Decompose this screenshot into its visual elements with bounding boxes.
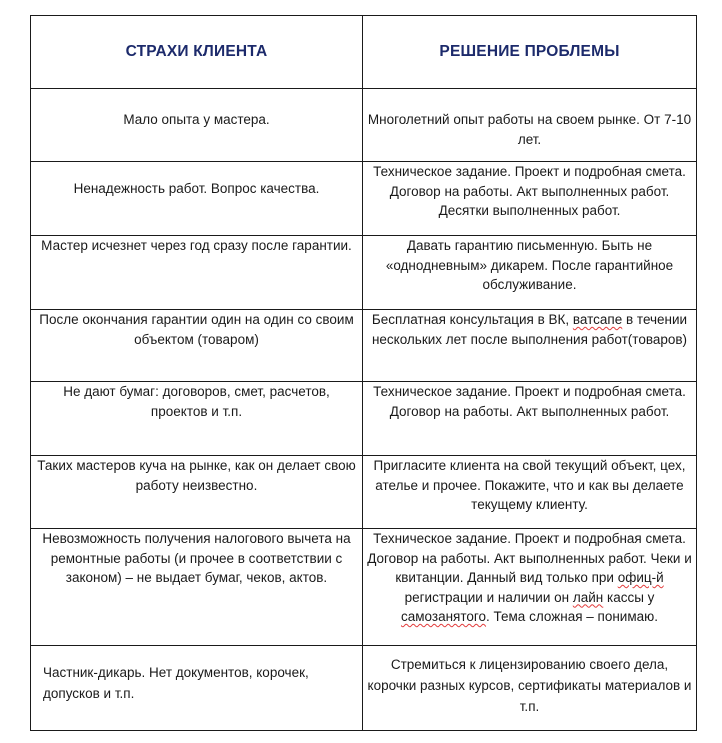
fear-cell — [31, 646, 363, 731]
solution-text: Стремиться к лицензированию своего дела, корочки разных курсов, сертификаты материалов и т.п. — [367, 657, 692, 714]
fear-cell — [31, 310, 363, 382]
table-row — [31, 382, 697, 456]
solution-text: Техническое задание. Проект и подробная смета. Договор на работы. Акт выполненных работ. — [373, 384, 686, 419]
solution-text: Бесплатная консультация в ВК, ватсапе в течении нескольких лет после выполнения работ(товаров) — [371, 312, 688, 347]
fear-text: Частник-дикарь. Нет документов, корочек, допусков и т.п. — [43, 665, 309, 701]
fear-text: Мастер исчезнет через год сразу после гарантии. — [41, 238, 352, 253]
solution-cell — [363, 310, 697, 382]
fear-cell — [31, 162, 363, 236]
header-cell-solutions — [363, 16, 697, 89]
table-row — [31, 529, 697, 646]
solution-text: Многолетний опыт работы на своем рынке. От 7-10 лет. — [367, 112, 692, 147]
solution-cell — [363, 162, 697, 236]
fear-cell — [31, 456, 363, 529]
table-row — [31, 310, 697, 382]
solution-cell — [363, 236, 697, 310]
solution-text: Техническое задание. Проект и подробная смета. Договор на работы. Акт выполненных работ. Чеки и квитанции. Данный вид только при офиц-й регистрации и наличии он лайн кассы у самозанятого. Тема сложная – понимаю. — [367, 531, 692, 624]
fear-text: После окончания гарантии один на один со своим объектом (товаром) — [39, 312, 354, 347]
fear-text: Таких мастеров куча на рынке, как он делает свою работу неизвестно. — [37, 458, 356, 493]
header-fears-title: СТРАХИ КЛИЕНТА — [125, 43, 268, 60]
spellcheck-flagged-word: самозанятого — [400, 609, 487, 624]
spellcheck-flagged-word: офиц-й — [617, 570, 664, 585]
table-row — [31, 162, 697, 236]
solution-text: Техническое задание. Проект и подробная смета. Договор на работы. Акт выполненных работ. Десятки выполненных работ. — [373, 164, 686, 218]
fear-cell — [31, 236, 363, 310]
table-row — [31, 89, 697, 162]
spellcheck-flagged-word: лайн — [572, 589, 604, 605]
solution-cell — [363, 646, 697, 731]
fear-text: Ненадежность работ. Вопрос качества. — [73, 181, 320, 196]
fear-cell — [31, 382, 363, 456]
fear-cell — [31, 89, 363, 162]
table-header-row — [31, 16, 697, 89]
table-row — [31, 236, 697, 310]
fear-cell — [31, 529, 363, 646]
solution-cell — [363, 382, 697, 456]
header-solutions-title: РЕШЕНИЕ ПРОБЛЕМЫ — [439, 43, 620, 60]
fear-text: Не дают бумаг: договоров, смет, расчетов, проектов и т.п. — [63, 384, 330, 419]
header-cell-fears — [31, 16, 363, 89]
fear-text: Мало опыта у мастера. — [123, 112, 270, 127]
table-row — [31, 456, 697, 529]
solution-cell — [363, 456, 697, 529]
fear-text: Невозможность получения налогового вычета на ремонтные работы (и прочее в соответствии с законом) – не выдает бумаг, чеков, актов. — [42, 531, 351, 585]
solution-text: Пригласите клиента на свой текущий объект, цех, ателье и прочее. Покажите, что и как вы делаете текущему клиенту. — [373, 458, 686, 512]
spellcheck-flagged-word: ватсапе — [572, 312, 623, 327]
solution-cell — [363, 89, 697, 162]
fears-solutions-table — [30, 15, 697, 731]
solution-text: Давать гарантию письменную. Быть не «однодневным» дикарем. После гарантийное обслуживание. — [385, 238, 674, 292]
table-row — [31, 646, 697, 731]
solution-cell — [363, 529, 697, 646]
